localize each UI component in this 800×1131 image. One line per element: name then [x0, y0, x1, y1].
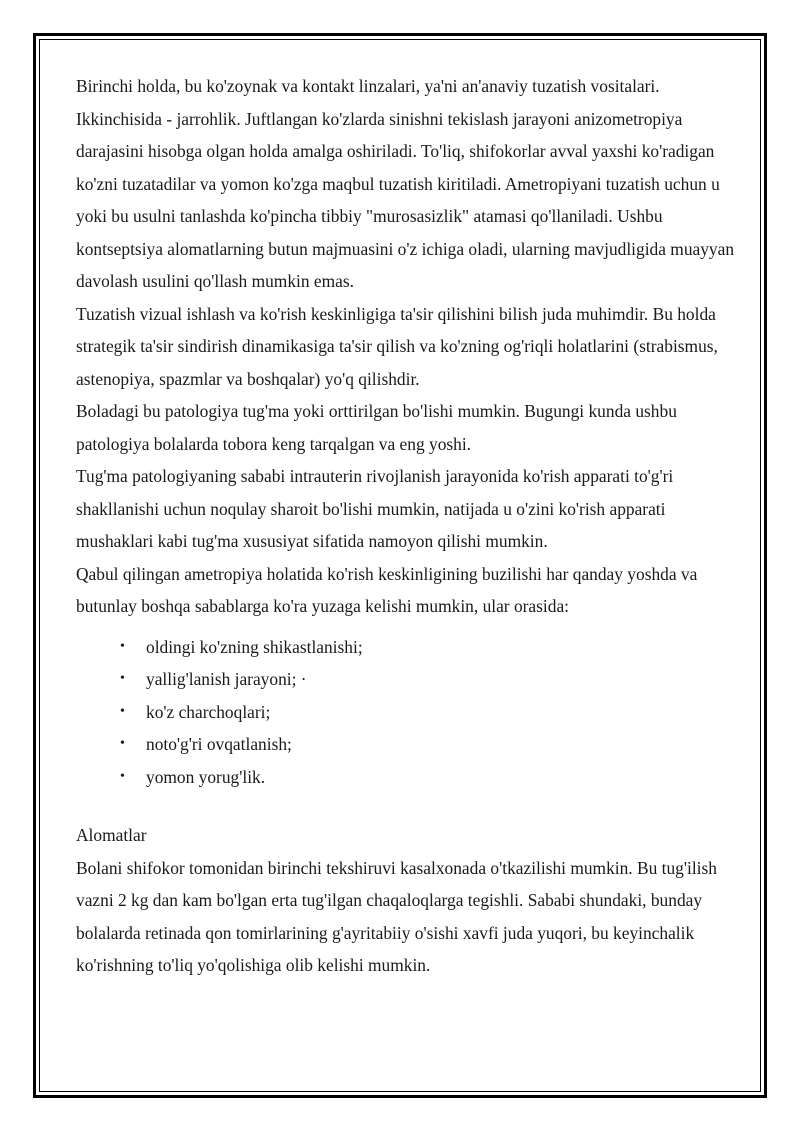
- list-item: • noto'g'ri ovqatlanish;: [146, 728, 736, 761]
- section-heading: Alomatlar: [76, 825, 147, 845]
- paragraph-congenital-cause: Tug'ma patologiyaning sababi intrauterin rivojlanish jarayonida ko'rish apparati to'g'ri shakllanishi uchun noqulay sharoit bo'lishi mumkin, natijada u o'zini ko'rish apparati mushaklari kabi tug'ma xususiyat sifatida namoyon qilishi mumkin.: [76, 466, 674, 551]
- spacer: [76, 793, 736, 819]
- paragraph-symptoms: Bolani shifokor tomonidan birinchi tekshiruvi kasalxonada o'tkazilishi mumkin. Bu tug'ilish vazni 2 kg dan kam bo'lgan erta tug'ilgan chaqaloqlarga tegishli. Sababi shundaki, bunday bolalarda retinada qon tomirlarining g'ayritabiiy o'sishi xavfi juda yuqori, bu keyinchalik ko'rishning to'liq yo'qolishiga olib kelishi mumkin.: [76, 857, 717, 975]
- paragraph-correction-methods: Birinchi holda, bu ko'zoynak va kontakt linzalari, ya'ni an'anaviy tuzatish vositalari. Ikkinchisida - jarrohlik. Juftlangan ko'zlarda sinishni tekislash jarayoni anizometropiya darajasini hisobga olgan holda amalga oshiriladi. To'liq, shifokorlar avval yaxshi ko'radigan ko'zni tuzatadilar va yomon ko'zga maqbul tuzatish kiritiladi. Ametropiyani tuzatish uchun u yoki bu usulni tanlashda ko'pincha tibbiy "murosasizlik" atamasi qo'llaniladi. Ushbu kontseptsiya alomatlarning butun majmuasini o'z ichiga oladi, ularning mavjudligida muayyan davolash usulini qo'llash mumkin emas.: [76, 76, 735, 291]
- paragraph-acquired-causes: Qabul qilingan ametropiya holatida ko'rish keskinligining buzilishi har qanday yoshda va butunlay boshqa sabablarga ko'ra yuzaga kelishi mumkin, ular orasida:: [76, 563, 698, 616]
- list-item: • yallig'lanish jarayoni; ·: [146, 663, 736, 696]
- list-item: • yomon yorug'lik.: [146, 761, 736, 794]
- list-item: • oldingi ko'zning shikastlanishi;: [146, 631, 736, 664]
- list-item: • ko'z charchoqlari;: [146, 696, 736, 729]
- document-body: [76, 70, 736, 982]
- paragraph-congenital-acquired: Boladagi bu patologiya tug'ma yoki orttirilgan bo'lishi mumkin. Bugungi kunda ushbu patologiya bolalarda tobora keng tarqalgan va eng yoshi.: [76, 401, 677, 454]
- causes-list: [76, 631, 736, 794]
- paragraph-correction-importance: Tuzatish vizual ishlash va ko'rish keskinligiga ta'sir qilishini bilish juda muhimdir. Bu holda strategik ta'sir sindirish dinamikasiga ta'sir qilish va ko'zning og'riqli holatlarini (strabismus, astenopiya, spazmlar va boshqalar) yo'q qilishdir.: [76, 303, 718, 389]
